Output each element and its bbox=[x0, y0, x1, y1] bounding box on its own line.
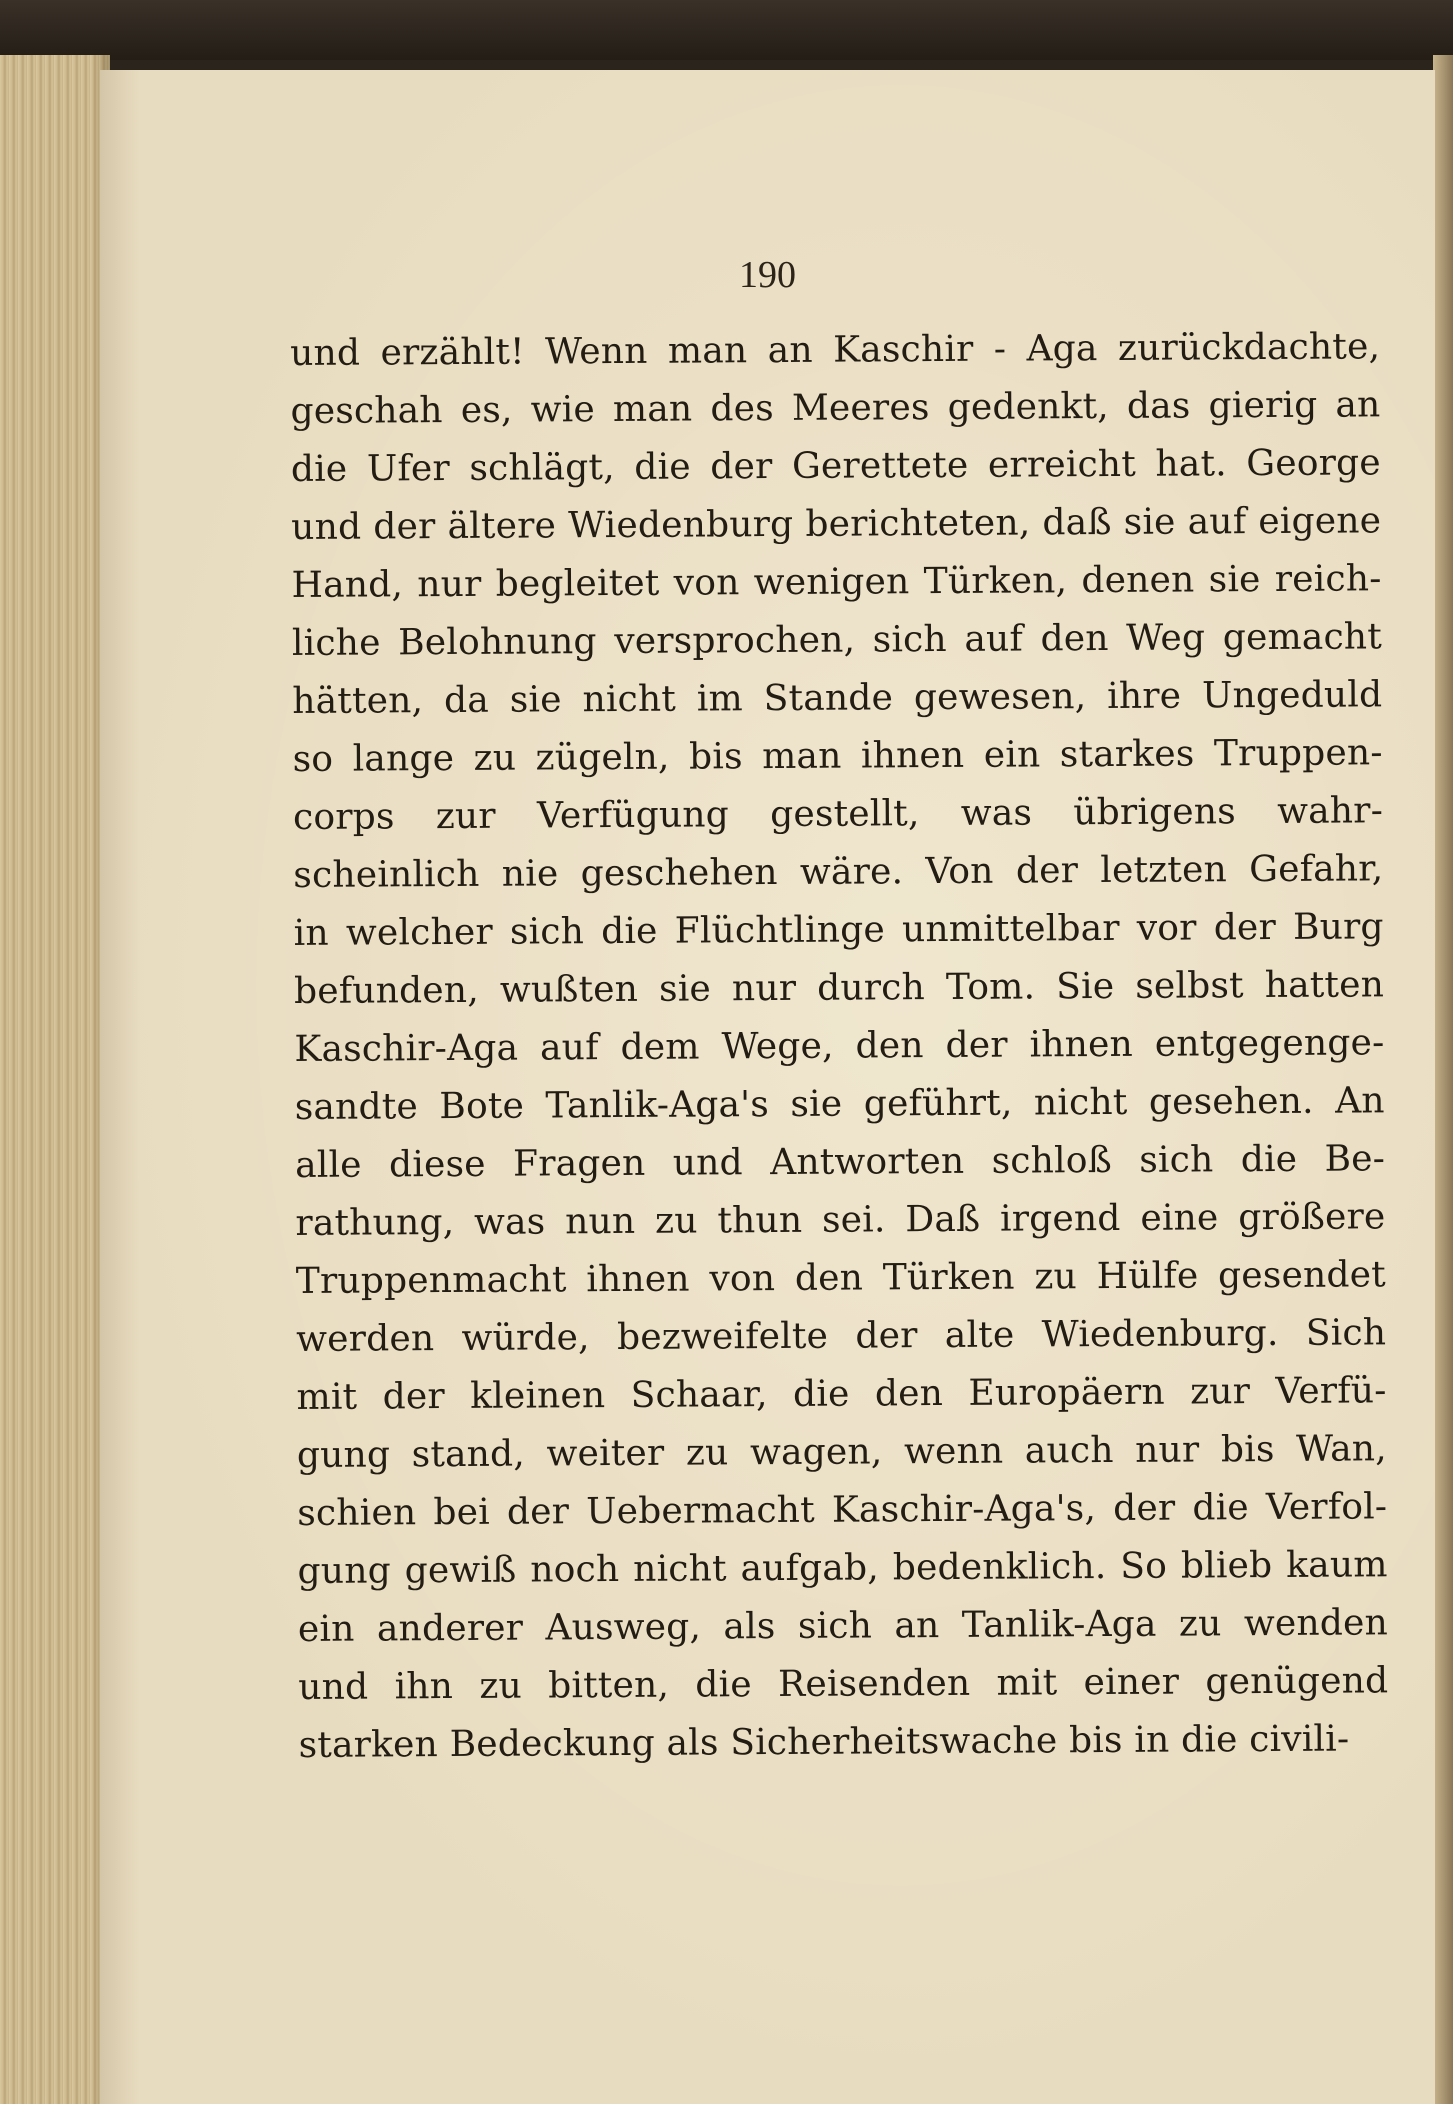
text-line: und erzählt! Wenn man an Kaschir - Aga zurückdachte, bbox=[290, 326, 1381, 374]
body-text bbox=[290, 318, 1389, 1775]
text-line: Kaschir-Aga auf dem Wege, den der ihnen entgegenge- bbox=[294, 1022, 1385, 1070]
text-line: gung gewiß noch nicht aufgab, bedenklich. So blieb kaum bbox=[297, 1544, 1388, 1592]
book-right-edge bbox=[1433, 55, 1453, 2104]
book-top-edge bbox=[0, 0, 1453, 60]
text-line: hätten, da sie nicht im Stande gewesen, ihre Ungeduld bbox=[292, 674, 1383, 722]
text-line: scheinlich nie geschehen wäre. Von der letzten Gefahr, bbox=[293, 848, 1384, 896]
text-line: gung stand, weiter zu wagen, wenn auch nur bis Wan, bbox=[296, 1428, 1388, 1476]
text-line: Truppenmacht ihnen von den Türken zu Hülfe gesendet bbox=[295, 1254, 1386, 1302]
text-line: so lange zu zügeln, bis man ihnen ein starkes Truppen- bbox=[292, 732, 1383, 780]
text-line: werden würde, bezweifelte der alte Wiedenburg. Sich bbox=[296, 1312, 1387, 1360]
text-line: starken Bedeckung als Sicherheitswache bis in die civili- bbox=[298, 1718, 1350, 1766]
book-page bbox=[100, 70, 1435, 2104]
text-line: schien bei der Uebermacht Kaschir-Aga's, der die Verfol- bbox=[297, 1486, 1388, 1534]
text-line: geschah es, wie man des Meeres gedenkt, das gierig an bbox=[290, 384, 1381, 432]
text-line: die Ufer schlägt, die der Gerettete erreicht hat. George bbox=[290, 442, 1381, 490]
text-line: sandte Bote Tanlik-Aga's sie geführt, nicht gesehen. An bbox=[294, 1080, 1385, 1128]
text-line: befunden, wußten sie nur durch Tom. Sie selbst hatten bbox=[293, 964, 1385, 1012]
text-line: in welcher sich die Flüchtlinge unmittelbar vor der Burg bbox=[293, 906, 1384, 954]
text-line: und ihn zu bitten, die Reisenden mit einer genügend bbox=[298, 1660, 1389, 1708]
text-line: rathung, was nun zu thun sei. Daß irgend eine größere bbox=[295, 1196, 1386, 1244]
text-line: Hand, nur begleitet von wenigen Türken, denen sie reich- bbox=[291, 558, 1382, 606]
text-line: liche Belohnung versprochen, sich auf den Weg gemacht bbox=[291, 616, 1383, 664]
text-line: und der ältere Wiedenburg berichteten, daß sie auf eigene bbox=[291, 500, 1382, 548]
page-number: 190 bbox=[739, 254, 796, 296]
text-line: alle diese Fragen und Antworten schloß sich die Be- bbox=[295, 1138, 1386, 1186]
text-line: ein anderer Ausweg, als sich an Tanlik-Aga zu wenden bbox=[297, 1602, 1389, 1650]
text-line: corps zur Verfügung gestellt, was übrigens wahr- bbox=[292, 790, 1384, 838]
page-stack-edges bbox=[0, 55, 110, 2104]
text-line: mit der kleinen Schaar, die den Europäern zur Verfü- bbox=[296, 1370, 1387, 1418]
